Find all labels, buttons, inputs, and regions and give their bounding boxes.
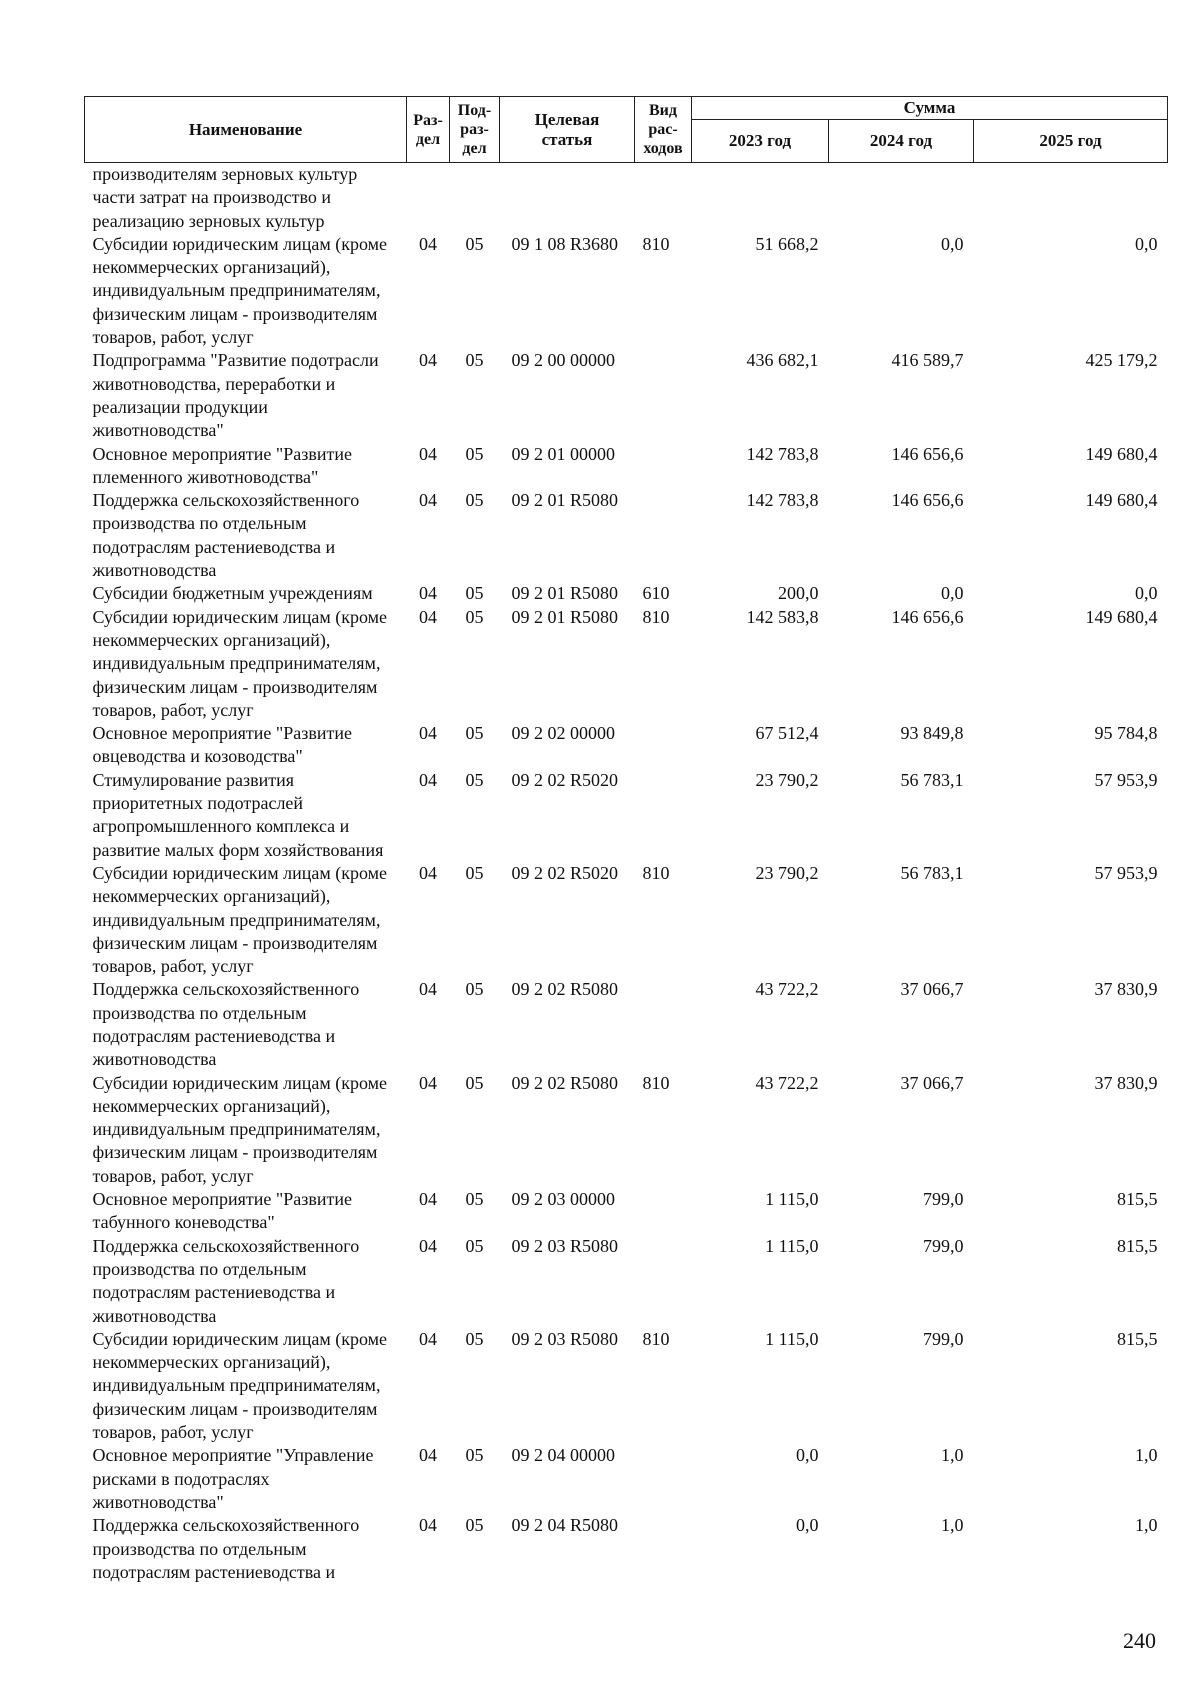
row-vid-rashodov: [635, 489, 692, 582]
header-vid-rashodov: Вид рас- ходов: [635, 97, 692, 163]
row-celevaya-statya: [500, 163, 635, 233]
row-podrazdel: 05: [465, 233, 484, 254]
header-razdel: Раз- дел: [407, 97, 450, 163]
row-celevaya-statya: 09 2 02 R5080: [511, 1072, 619, 1093]
row-sum-2023: 43 722,2: [755, 1072, 819, 1093]
row-name: Основное мероприятие "Развитие племенного животноводства": [92, 443, 352, 487]
table-body: [85, 163, 1168, 1585]
row-sum-2023: 67 512,4: [755, 723, 819, 744]
row-sum-2023: 1 115,0: [765, 1235, 819, 1256]
row-celevaya-statya: 09 2 02 R5020: [511, 862, 619, 883]
row-podrazdel: 05: [465, 490, 484, 511]
row-vid-rashodov: [635, 1235, 692, 1328]
row-podrazdel: 05: [465, 979, 484, 1000]
row-sum-2024: 1,0: [941, 1445, 964, 1466]
row-celevaya-statya: 09 2 03 00000: [511, 1189, 615, 1210]
row-razdel: [407, 163, 450, 233]
row-celevaya-statya: 09 2 01 R5080: [511, 583, 619, 604]
row-sum-2023: 142 783,8: [746, 490, 819, 511]
row-razdel: 04: [419, 723, 437, 744]
header-summa: Сумма: [692, 97, 1168, 120]
row-podrazdel: 05: [465, 606, 484, 627]
row-podrazdel: 05: [465, 1072, 484, 1093]
header-podrazdel: Под- раз- дел: [450, 97, 500, 163]
row-razdel: 04: [419, 490, 437, 511]
row-podrazdel: 05: [465, 1328, 484, 1349]
row-sum-2025: 37 830,9: [1094, 979, 1158, 1000]
row-celevaya-statya: 09 2 02 00000: [511, 723, 615, 744]
row-vid-rashodov: 810: [642, 1328, 670, 1349]
row-podrazdel: [450, 163, 500, 233]
row-sum-2024: 56 783,1: [900, 862, 964, 883]
row-podrazdel: 05: [465, 862, 484, 883]
row-name: Поддержка сельскохозяйственного производства по отдельным подотраслям растениеводства и животноводства: [92, 979, 360, 1070]
table-row: [85, 722, 1168, 769]
row-razdel: 04: [419, 443, 437, 464]
row-sum-2025: 425 179,2: [1085, 350, 1158, 371]
row-razdel: 04: [419, 1445, 437, 1466]
table-row: [85, 862, 1168, 978]
row-sum-2024: 146 656,6: [891, 606, 964, 627]
row-sum-2024: 0,0: [941, 233, 964, 254]
row-sum-2023: 1 115,0: [765, 1328, 819, 1349]
row-razdel: 04: [419, 862, 437, 883]
row-sum-2025: 149 680,4: [1085, 443, 1158, 464]
row-vid-rashodov: 810: [642, 233, 670, 254]
row-name: Поддержка сельскохозяйственного производства по отдельным подотраслям растениеводства и животноводства: [92, 490, 360, 581]
row-podrazdel: 05: [465, 350, 484, 371]
row-sum-2023: 436 682,1: [746, 350, 819, 371]
row-vid-rashodov: 810: [642, 606, 670, 627]
row-sum-2025: 57 953,9: [1094, 862, 1158, 883]
row-sum-2023: [692, 163, 829, 233]
row-celevaya-statya: 09 2 04 R5080: [511, 1515, 619, 1536]
header-2023: 2023 год: [692, 120, 829, 163]
row-podrazdel: 05: [465, 1189, 484, 1210]
row-sum-2025: 95 784,8: [1094, 723, 1158, 744]
table-row: [85, 489, 1168, 582]
row-razdel: 04: [419, 769, 437, 790]
row-celevaya-statya: 09 1 08 R3680: [511, 233, 619, 254]
row-sum-2025: 0,0: [1135, 583, 1158, 604]
row-vid-rashodov: [635, 978, 692, 1071]
row-sum-2024: 146 656,6: [891, 443, 964, 464]
row-vid-rashodov: [635, 1444, 692, 1514]
header-2024: 2024 год: [829, 120, 974, 163]
row-sum-2023: 23 790,2: [755, 862, 819, 883]
table-row: [85, 769, 1168, 862]
row-sum-2023: 1 115,0: [765, 1189, 819, 1210]
table-row: [85, 1188, 1168, 1235]
row-name: Поддержка сельскохозяйственного производства по отдельным подотраслям растениеводства и животноводства: [92, 1235, 360, 1326]
row-celevaya-statya: 09 2 03 R5080: [511, 1328, 619, 1349]
row-podrazdel: 05: [465, 769, 484, 790]
row-sum-2023: 0,0: [796, 1515, 819, 1536]
row-sum-2025: 149 680,4: [1085, 606, 1158, 627]
row-name: производителям зерновых культур части затрат на производство и реализацию зерновых культур: [92, 164, 358, 231]
row-celevaya-statya: 09 2 04 00000: [511, 1445, 615, 1466]
header-2025: 2025 год: [974, 120, 1168, 163]
row-razdel: 04: [419, 233, 437, 254]
row-celevaya-statya: 09 2 01 R5080: [511, 490, 619, 511]
row-razdel: 04: [419, 1189, 437, 1210]
row-celevaya-statya: 09 2 01 00000: [511, 443, 615, 464]
row-sum-2023: 142 583,8: [746, 606, 819, 627]
row-sum-2024: 0,0: [941, 583, 964, 604]
row-sum-2025: 149 680,4: [1085, 490, 1158, 511]
row-razdel: 04: [419, 1072, 437, 1093]
row-razdel: 04: [419, 979, 437, 1000]
row-podrazdel: 05: [465, 1235, 484, 1256]
table-row: [85, 1072, 1168, 1188]
row-sum-2024: 416 589,7: [891, 350, 964, 371]
row-razdel: 04: [419, 583, 437, 604]
row-razdel: 04: [419, 1328, 437, 1349]
row-name: Субсидии юридическим лицам (кроме некоммерческих организаций), индивидуальным предпринимателям, физическим лицам - производителям товаров, работ, услуг: [92, 1072, 388, 1186]
row-name: Субсидии юридическим лицам (кроме некоммерческих организаций), индивидуальным предпринимателям, физическим лицам - производителям товаров, работ, услуг: [92, 1328, 388, 1443]
header-name: Наименование: [85, 97, 407, 163]
row-vid-rashodov: [635, 163, 692, 233]
row-vid-rashodov: [635, 349, 692, 442]
budget-table: [84, 96, 1168, 1584]
row-sum-2024: [829, 163, 974, 233]
row-sum-2023: 0,0: [796, 1445, 819, 1466]
row-sum-2024: 799,0: [923, 1189, 964, 1210]
row-name: Стимулирование развития приоритетных подотраслей агропромышленного комплекса и развитие малых форм хозяйствования: [92, 769, 384, 860]
table-row: [85, 1444, 1168, 1514]
row-vid-rashodov: 810: [642, 1072, 670, 1093]
table-row: [85, 1514, 1168, 1584]
row-sum-2025: 0,0: [1135, 233, 1158, 254]
row-celevaya-statya: 09 2 02 R5020: [511, 769, 619, 790]
table-row: [85, 1328, 1168, 1444]
table-row: [85, 582, 1168, 605]
row-sum-2023: 23 790,2: [755, 769, 819, 790]
row-vid-rashodov: [635, 769, 692, 862]
row-celevaya-statya: 09 2 03 R5080: [511, 1235, 619, 1256]
table-row: [85, 978, 1168, 1071]
row-sum-2024: 799,0: [923, 1328, 964, 1349]
row-vid-rashodov: [635, 1188, 692, 1235]
row-sum-2024: 37 066,7: [900, 979, 964, 1000]
row-sum-2023: 142 783,8: [746, 443, 819, 464]
row-podrazdel: 05: [465, 583, 484, 604]
row-sum-2025: 1,0: [1135, 1515, 1158, 1536]
table-row: [85, 1235, 1168, 1328]
table-row: [85, 163, 1168, 233]
row-name: Субсидии юридическим лицам (кроме некоммерческих организаций), индивидуальным предпринимателям, физическим лицам - производителям товаров, работ, услуг: [92, 233, 388, 348]
row-celevaya-statya: 09 2 01 R5080: [511, 606, 619, 627]
table-row: [85, 606, 1168, 722]
row-name: Субсидии юридическим лицам (кроме некоммерческих организаций), индивидуальным предпринимателям, физическим лицам - производителям товаров, работ, услуг: [92, 862, 388, 977]
row-name: Основное мероприятие "Управление рисками в подотраслях животноводства": [92, 1445, 374, 1512]
row-razdel: 04: [419, 1235, 437, 1256]
row-sum-2024: 799,0: [923, 1235, 964, 1256]
row-name: Основное мероприятие "Развитие овцеводства и козоводства": [92, 723, 352, 767]
row-sum-2025: 815,5: [1117, 1328, 1158, 1349]
budget-table-page: [84, 96, 1167, 1584]
row-razdel: 04: [419, 350, 437, 371]
row-celevaya-statya: 09 2 02 R5080: [511, 979, 619, 1000]
row-vid-rashodov: 810: [642, 862, 670, 883]
row-sum-2024: 37 066,7: [900, 1072, 964, 1093]
table-row: [85, 233, 1168, 349]
row-sum-2023: 43 722,2: [755, 979, 819, 1000]
row-vid-rashodov: [635, 722, 692, 769]
row-celevaya-statya: 09 2 00 00000: [511, 350, 615, 371]
row-sum-2024: 56 783,1: [900, 769, 964, 790]
table-row: [85, 349, 1168, 442]
row-podrazdel: 05: [465, 723, 484, 744]
row-name: Субсидии юридическим лицам (кроме некоммерческих организаций), индивидуальным предпринимателям, физическим лицам - производителям товаров, работ, услуг: [92, 606, 388, 720]
page-number: 240: [1123, 1628, 1156, 1653]
row-sum-2024: 146 656,6: [891, 490, 964, 511]
row-sum-2023: 51 668,2: [755, 233, 819, 254]
row-razdel: 04: [419, 606, 437, 627]
row-sum-2024: 1,0: [941, 1515, 964, 1536]
table-row: [85, 443, 1168, 490]
row-podrazdel: 05: [465, 443, 484, 464]
row-name: Основное мероприятие "Развитие табунного коневодства": [92, 1189, 352, 1233]
row-razdel: 04: [419, 1515, 437, 1536]
row-name: Подпрограмма "Развитие подотрасли животноводства, переработки и реализации продукции животноводства": [92, 350, 379, 441]
row-name: Поддержка сельскохозяйственного производства по отдельным подотраслям растениеводства и: [92, 1515, 360, 1582]
row-sum-2025: [974, 163, 1168, 233]
row-podrazdel: 05: [465, 1445, 484, 1466]
row-sum-2025: 815,5: [1117, 1235, 1158, 1256]
row-sum-2025: 815,5: [1117, 1189, 1158, 1210]
row-sum-2025: 1,0: [1135, 1445, 1158, 1466]
row-vid-rashodov: [635, 1514, 692, 1584]
row-sum-2023: 200,0: [778, 583, 819, 604]
row-sum-2024: 93 849,8: [900, 723, 964, 744]
row-sum-2025: 57 953,9: [1094, 769, 1158, 790]
table-header: [85, 97, 1168, 163]
row-sum-2025: 37 830,9: [1094, 1072, 1158, 1093]
row-vid-rashodov: 610: [642, 583, 670, 604]
row-vid-rashodov: [635, 443, 692, 490]
row-name: Субсидии бюджетным учреждениям: [92, 583, 373, 604]
row-podrazdel: 05: [465, 1515, 484, 1536]
header-celevaya-statya: Целевая статья: [500, 97, 635, 163]
